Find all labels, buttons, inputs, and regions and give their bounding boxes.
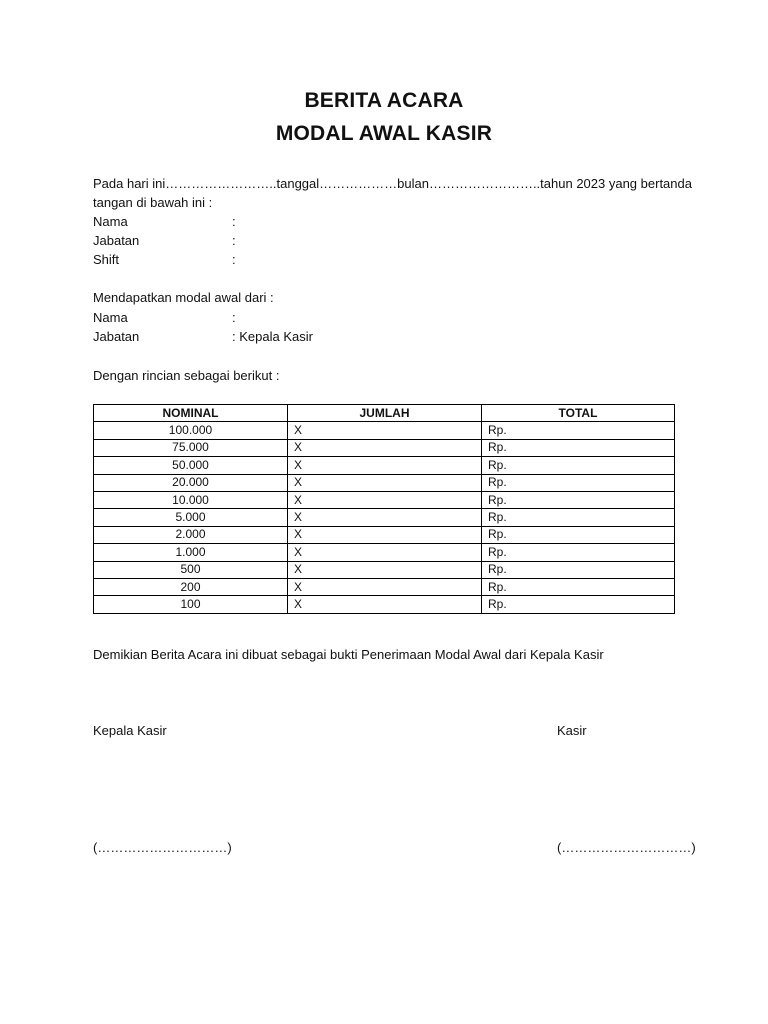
cell-total: Rp. bbox=[482, 544, 675, 561]
closing-statement: Demikian Berita Acara ini dibuat sebagai bukti Penerimaan Modal Awal dari Kepala Kasir bbox=[93, 647, 604, 662]
cell-total: Rp. bbox=[482, 491, 675, 508]
cell-nominal: 10.000 bbox=[94, 491, 288, 508]
cell-jumlah: X bbox=[288, 474, 482, 491]
cell-nominal: 5.000 bbox=[94, 509, 288, 526]
cell-nominal: 100 bbox=[94, 596, 288, 613]
header-total: TOTAL bbox=[482, 405, 675, 422]
source-heading: Mendapatkan modal awal dari : bbox=[93, 290, 274, 305]
cell-total: Rp. bbox=[482, 596, 675, 613]
cell-jumlah: X bbox=[288, 544, 482, 561]
table-row bbox=[94, 509, 675, 526]
cell-jumlah: X bbox=[288, 491, 482, 508]
cell-jumlah: X bbox=[288, 578, 482, 595]
cell-nominal: 50.000 bbox=[94, 457, 288, 474]
source-jabatan-value: : Kepala Kasir bbox=[232, 329, 313, 344]
table-row bbox=[94, 596, 675, 613]
table-row bbox=[94, 491, 675, 508]
document-title: BERITA ACARA bbox=[304, 89, 464, 112]
cell-nominal: 75.000 bbox=[94, 439, 288, 456]
kasir-shift-value: : bbox=[232, 252, 236, 267]
header-jumlah: JUMLAH bbox=[288, 405, 482, 422]
kasir-name-value: : bbox=[232, 214, 236, 229]
cell-total: Rp. bbox=[482, 422, 675, 439]
table-row bbox=[94, 474, 675, 491]
cell-nominal: 2.000 bbox=[94, 526, 288, 543]
cell-total: Rp. bbox=[482, 526, 675, 543]
source-name-label: Nama bbox=[93, 310, 128, 325]
cell-total: Rp. bbox=[482, 578, 675, 595]
signature-right-role: Kasir bbox=[557, 723, 587, 738]
cell-nominal: 200 bbox=[94, 578, 288, 595]
table-row bbox=[94, 544, 675, 561]
cell-jumlah: X bbox=[288, 526, 482, 543]
table-row bbox=[94, 439, 675, 456]
cell-total: Rp. bbox=[482, 474, 675, 491]
cell-total: Rp. bbox=[482, 439, 675, 456]
kasir-jabatan-label: Jabatan bbox=[93, 233, 140, 248]
table-row bbox=[94, 561, 675, 578]
cell-jumlah: X bbox=[288, 439, 482, 456]
cell-nominal: 100.000 bbox=[94, 422, 288, 439]
cell-jumlah: X bbox=[288, 457, 482, 474]
source-name-value: : bbox=[232, 310, 236, 325]
signature-right-line: (…………………………) bbox=[557, 840, 696, 855]
signature-left-line: (…………………………) bbox=[93, 840, 232, 855]
table-row bbox=[94, 578, 675, 595]
header-nominal: NOMINAL bbox=[94, 405, 288, 422]
intro-line-2: tangan di bawah ini : bbox=[93, 195, 213, 210]
document-subtitle: MODAL AWAL KASIR bbox=[275, 122, 493, 145]
cell-jumlah: X bbox=[288, 422, 482, 439]
cell-total: Rp. bbox=[482, 561, 675, 578]
cell-jumlah: X bbox=[288, 509, 482, 526]
cell-nominal: 500 bbox=[94, 561, 288, 578]
cell-nominal: 1.000 bbox=[94, 544, 288, 561]
table-header-row bbox=[94, 405, 675, 422]
rincian-table bbox=[93, 404, 675, 614]
kasir-name-label: Nama bbox=[93, 214, 128, 229]
cell-jumlah: X bbox=[288, 596, 482, 613]
source-jabatan-label: Jabatan bbox=[93, 329, 140, 344]
table-row bbox=[94, 526, 675, 543]
table-row bbox=[94, 422, 675, 439]
intro-line-1: Pada hari ini……………………..tanggal………………bulan……………………..tahun 2023 yang bertanda bbox=[93, 176, 692, 191]
cell-jumlah: X bbox=[288, 561, 482, 578]
cell-total: Rp. bbox=[482, 509, 675, 526]
signature-left-role: Kepala Kasir bbox=[93, 723, 167, 738]
kasir-shift-label: Shift bbox=[93, 252, 120, 267]
table-row bbox=[94, 457, 675, 474]
rincian-heading: Dengan rincian sebagai berikut : bbox=[93, 368, 280, 383]
cell-nominal: 20.000 bbox=[94, 474, 288, 491]
cell-total: Rp. bbox=[482, 457, 675, 474]
kasir-jabatan-value: : bbox=[232, 233, 236, 248]
